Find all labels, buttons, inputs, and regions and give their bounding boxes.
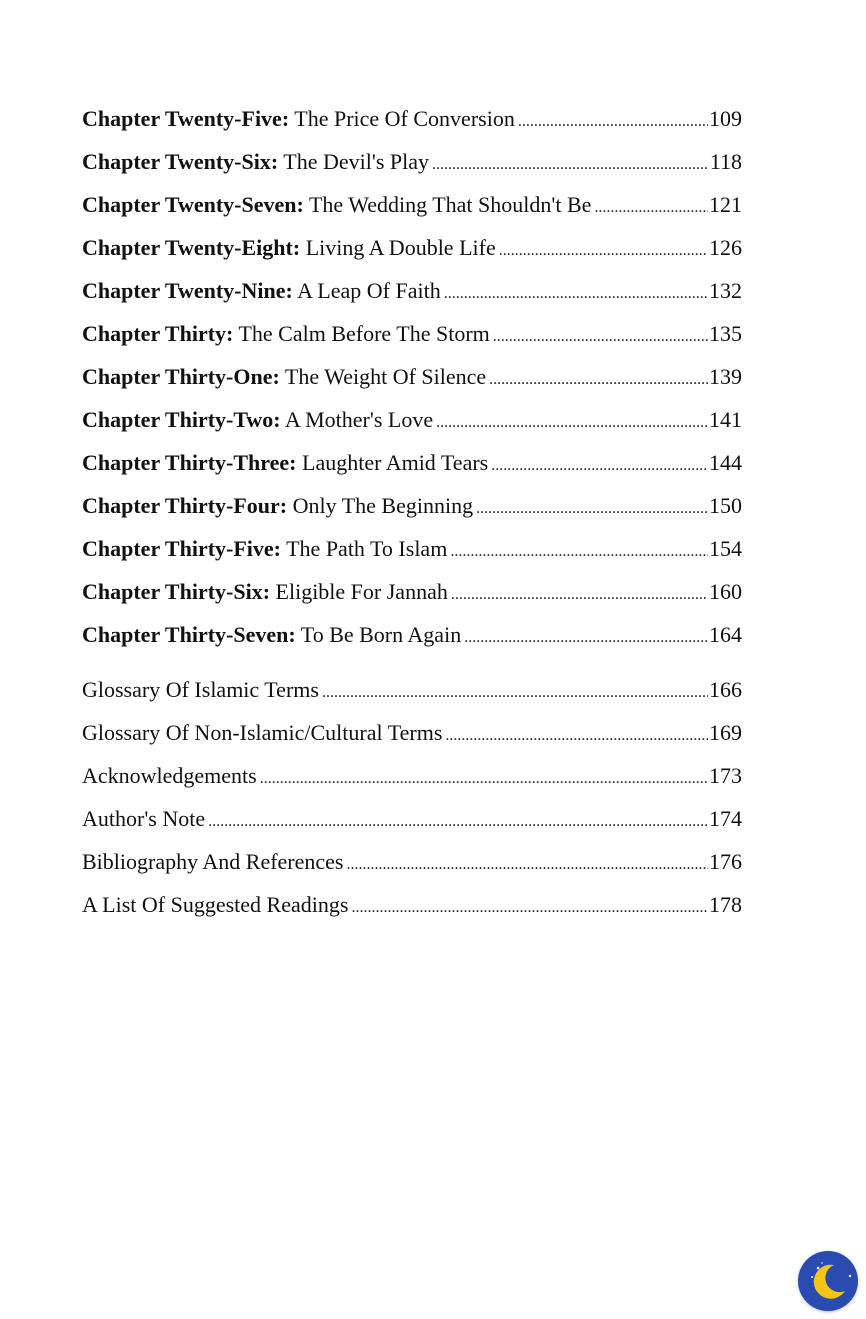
- page-number: 154: [709, 536, 742, 561]
- dot-leader: [450, 534, 708, 570]
- chapter-number: Chapter Twenty-Seven:: [82, 192, 304, 217]
- page-number: 135: [709, 321, 742, 346]
- toc-entry-label: [82, 316, 490, 352]
- dot-leader: [432, 147, 709, 183]
- page-number: 164: [709, 622, 742, 647]
- table-of-contents: [82, 101, 742, 930]
- toc-entry[interactable]: [82, 144, 742, 187]
- toc-entry-label: [82, 273, 441, 309]
- page-number: 132: [709, 278, 742, 303]
- dot-leader: [594, 190, 708, 226]
- back-matter-list: [82, 672, 742, 930]
- page-number: 139: [709, 364, 742, 389]
- toc-entry[interactable]: [82, 445, 742, 488]
- night-mode-button[interactable]: [798, 1251, 858, 1311]
- toc-entry-label: [82, 230, 496, 266]
- dot-leader: [491, 448, 708, 484]
- chapter-number: Chapter Thirty-Five:: [82, 536, 281, 561]
- toc-entry[interactable]: [82, 316, 742, 359]
- toc-entry-label: [82, 359, 486, 395]
- dot-leader: [436, 405, 708, 441]
- moon-icon: [798, 1251, 858, 1311]
- page-number: 160: [709, 579, 742, 604]
- toc-entry[interactable]: [82, 844, 742, 887]
- dot-leader: [208, 804, 708, 840]
- dot-leader: [322, 675, 708, 711]
- toc-entry-label: [82, 574, 448, 610]
- chapter-title: The Price Of Conversion: [294, 106, 515, 131]
- toc-entry[interactable]: [82, 715, 742, 758]
- toc-entry[interactable]: [82, 758, 742, 801]
- page-number: 126: [709, 235, 742, 260]
- chapter-number: Chapter Twenty-Six:: [82, 149, 279, 174]
- chapter-title: The Weight Of Silence: [284, 364, 487, 389]
- chapter-title: To Be Born Again: [300, 622, 462, 647]
- chapter-list: [82, 101, 742, 660]
- chapter-number: Chapter Thirty:: [82, 321, 234, 346]
- chapter-title: A Mother's Love: [284, 407, 434, 432]
- chapter-title: Living A Double Life: [305, 235, 496, 260]
- chapter-number: Chapter Twenty-Nine:: [82, 278, 293, 303]
- dot-leader: [451, 577, 708, 613]
- dot-leader: [351, 890, 708, 926]
- chapter-number: Chapter Twenty-Five:: [82, 106, 290, 131]
- toc-entry-label: [82, 402, 433, 438]
- chapter-title: The Path To Islam: [286, 536, 448, 561]
- toc-entry[interactable]: [82, 402, 742, 445]
- chapter-title: A Leap Of Faith: [297, 278, 441, 303]
- toc-entry-label: [82, 617, 461, 653]
- entry-title: Glossary Of Non-Islamic/Cultural Terms: [82, 720, 443, 745]
- dot-leader: [260, 761, 708, 797]
- page-number: 141: [709, 407, 742, 432]
- dot-leader: [518, 104, 708, 140]
- chapter-title: Eligible For Jannah: [275, 579, 448, 604]
- dot-leader: [499, 233, 708, 269]
- chapter-number: Chapter Thirty-One:: [82, 364, 280, 389]
- toc-entry-label: [82, 187, 591, 223]
- toc-entry[interactable]: [82, 887, 742, 930]
- page-number: 176: [709, 849, 742, 874]
- page-number: 174: [709, 806, 742, 831]
- toc-entry[interactable]: [82, 531, 742, 574]
- entry-title: Author's Note: [82, 806, 206, 831]
- page-number: 150: [709, 493, 742, 518]
- toc-entry[interactable]: [82, 273, 742, 316]
- section-gap: [82, 660, 742, 672]
- entry-title: Glossary Of Islamic Terms: [82, 677, 319, 702]
- toc-entry[interactable]: [82, 230, 742, 273]
- dot-leader: [445, 718, 708, 754]
- chapter-title: The Calm Before The Storm: [238, 321, 490, 346]
- page-number: 144: [709, 450, 742, 475]
- page-number: 121: [709, 192, 742, 217]
- dot-leader: [347, 847, 709, 883]
- page-number: 173: [709, 763, 742, 788]
- page-number: 109: [709, 106, 742, 131]
- toc-entry[interactable]: [82, 359, 742, 402]
- dot-leader: [464, 620, 708, 656]
- page-number: 178: [709, 892, 742, 917]
- chapter-number: Chapter Thirty-Six:: [82, 579, 271, 604]
- dot-leader: [444, 276, 708, 312]
- toc-entry-label: [82, 144, 429, 180]
- chapter-title: The Devil's Play: [283, 149, 430, 174]
- toc-entry[interactable]: [82, 101, 742, 144]
- chapter-number: Chapter Thirty-Three:: [82, 450, 297, 475]
- chapter-number: Chapter Twenty-Eight:: [82, 235, 301, 260]
- toc-entry[interactable]: [82, 574, 742, 617]
- entry-title: Bibliography And References: [82, 849, 344, 874]
- toc-entry[interactable]: [82, 488, 742, 531]
- dot-leader: [493, 319, 708, 355]
- entry-title: A List Of Suggested Readings: [82, 892, 349, 917]
- page-number: 118: [709, 149, 742, 174]
- chapter-number: Chapter Thirty-Two:: [82, 407, 281, 432]
- dot-leader: [489, 362, 708, 398]
- chapter-number: Chapter Thirty-Four:: [82, 493, 288, 518]
- chapter-title: Only The Beginning: [292, 493, 474, 518]
- toc-entry-label: [82, 488, 473, 524]
- toc-entry-label: [82, 445, 488, 481]
- chapter-number: Chapter Thirty-Seven:: [82, 622, 296, 647]
- toc-entry-label: [82, 531, 447, 567]
- entry-title: Acknowledgements: [82, 763, 257, 788]
- toc-entry-label: [82, 101, 515, 137]
- page-number: 166: [709, 677, 742, 702]
- toc-entry[interactable]: [82, 617, 742, 660]
- page-number: 169: [709, 720, 742, 745]
- toc-entry[interactable]: [82, 672, 742, 715]
- chapter-title: Laughter Amid Tears: [302, 450, 489, 475]
- toc-entry[interactable]: [82, 187, 742, 230]
- dot-leader: [476, 491, 708, 527]
- toc-entry[interactable]: [82, 801, 742, 844]
- chapter-title: The Wedding That Shouldn't Be: [308, 192, 592, 217]
